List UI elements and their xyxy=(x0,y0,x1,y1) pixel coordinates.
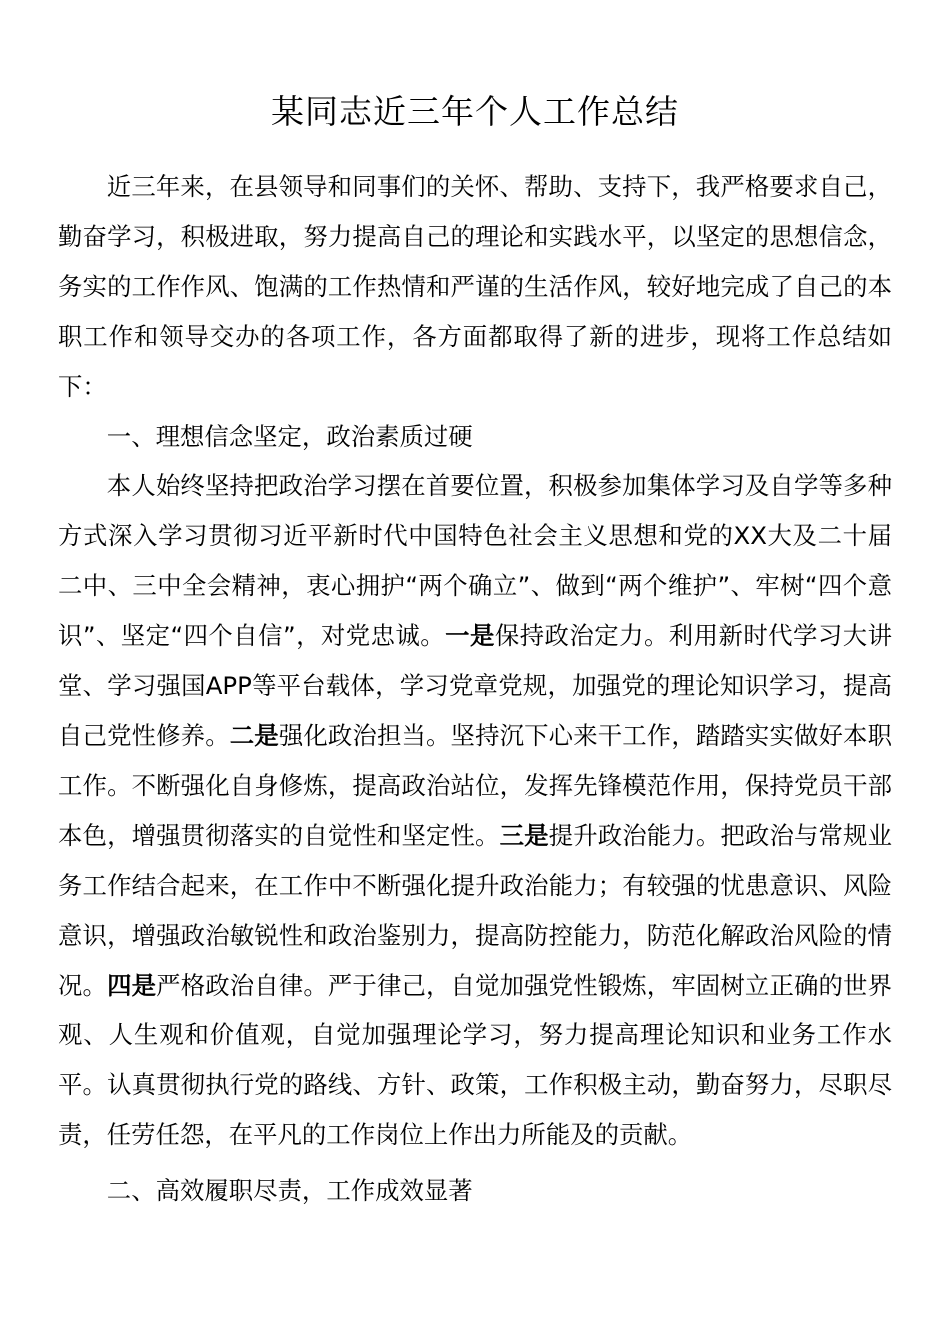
section-1-heading: 一、理想信念坚定，政治素质过硬 xyxy=(106,421,473,451)
point-3-marker: 三是 xyxy=(499,820,549,850)
document-title: 某同志近三年个人工作总结 xyxy=(271,92,679,132)
section-2-heading: 二、高效履职尽责，工作成效显著 xyxy=(106,1176,473,1206)
point-1-text: 保持政治定力。利用新时代学习大讲堂、学习强国APP等平台载体，学习党章党规，加强党的理论知识学习，提高自己党性修养。 xyxy=(58,621,892,750)
point-4-text: 严格政治自律。严于律己，自觉加强党性锻炼，牢固树立正确的世界观、人生观和价值观，自觉加强理论学习，努力提高理论知识和业务工作水平。认真贯彻执行党的路线、方针、政策，工作积极主动，勤奋努力，尽职尽责，任劳任怨，在平凡的工作岗位上作出力所能及的贡献。 xyxy=(58,970,892,1150)
point-2-text: 强化政治担当。坚持沉下心来干工作，踏踏实实做好本职工作。不断强化自身修炼，提高政治站位，发挥先锋模范作用，保持党员干部本色，增强贯彻落实的自觉性和坚定性。 xyxy=(58,720,892,850)
section-1-paragraph xyxy=(58,461,892,1160)
document-body xyxy=(58,162,892,1216)
section-1-intro-text: 本人始终坚持把政治学习摆在首要位置，积极参加集体学习及自学等多种方式深入学习贯彻习近平新时代中国特色社会主义思想和党的XX大及二十届二中、三中全会精神，衷心拥护“两个确立”、做到“两个维护”、牢树“四个意识”、坚定“四个自信”，对党忠诚。 xyxy=(58,471,892,651)
point-3-text: 提升政治能力。把政治与常规业务工作结合起来，在工作中不断强化提升政治能力；有较强的忧患意识、风险意识，增强政治敏锐性和政治鉴别力，提高防控能力，防范化解政治风险的情况。 xyxy=(58,820,892,1000)
point-4-marker: 四是 xyxy=(107,970,157,1000)
intro-paragraph: 近三年来，在县领导和同事们的关怀、帮助、支持下，我严格要求自己，勤奋学习，积极进取，努力提高自己的理论和实践水平，以坚定的思想信念，务实的工作作风、饱满的工作热情和严谨的生活作风，较好地完成了自己的本职工作和领导交办的各项工作，各方面都取得了新的进步，现将工作总结如下： xyxy=(58,172,892,401)
point-2-marker: 二是 xyxy=(229,720,279,750)
point-1-marker: 一是 xyxy=(445,621,495,651)
